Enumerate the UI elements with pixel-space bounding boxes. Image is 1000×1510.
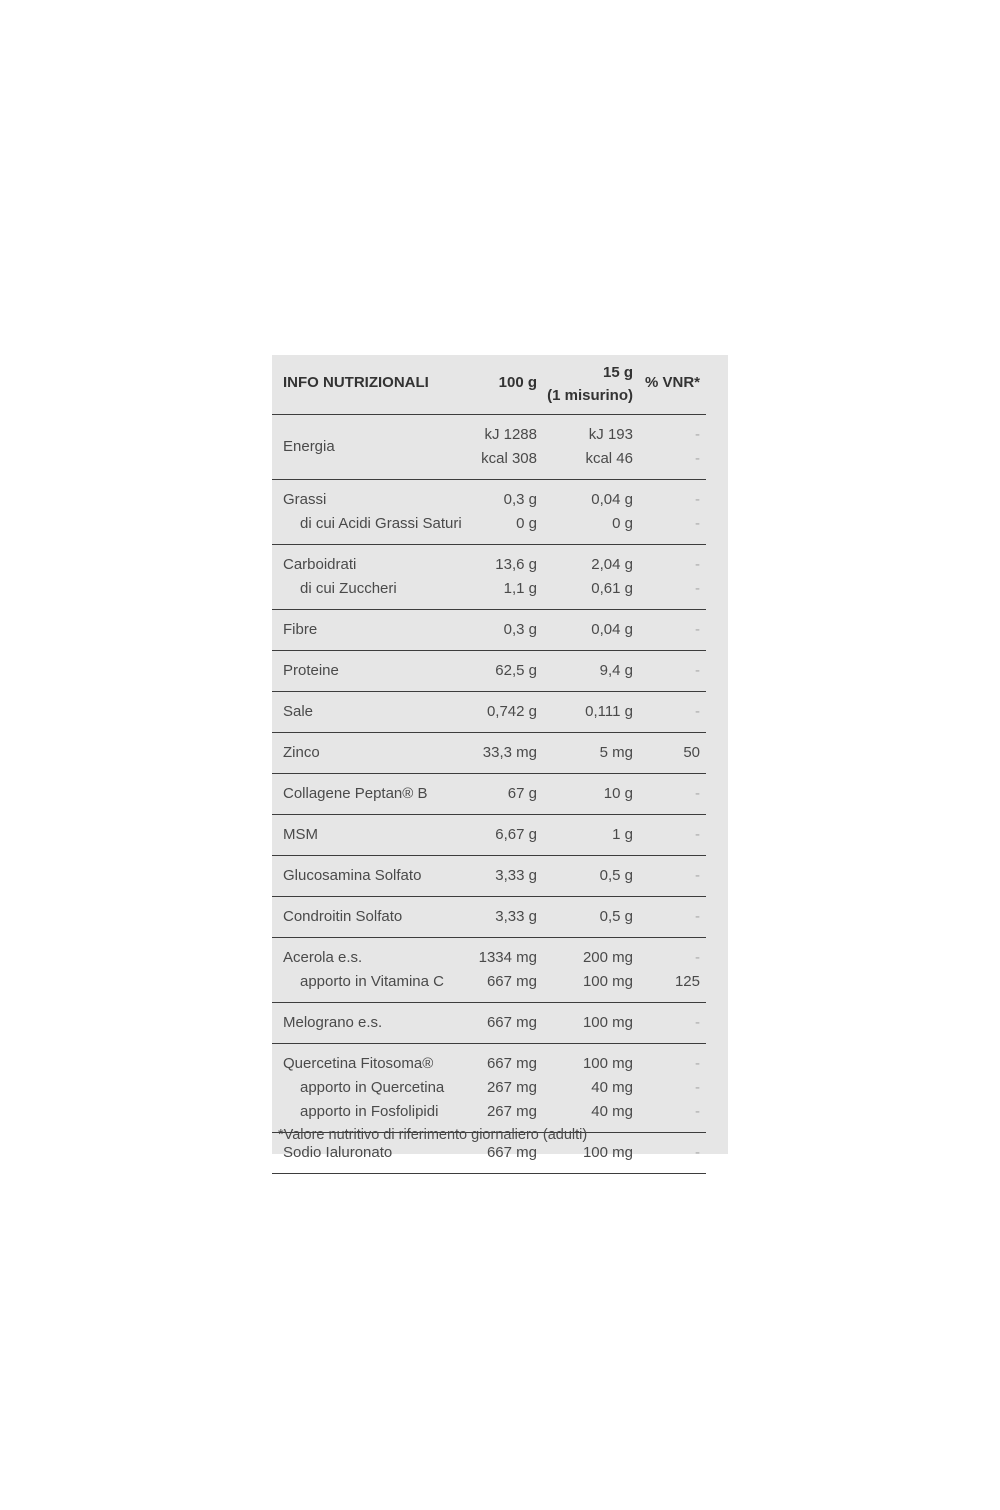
value-15g: 40 mg [591,1103,633,1120]
nutrient-name: Acerola e.s. [283,949,363,966]
value-15g: 1 g [612,826,633,843]
value-100g: 1334 mg [478,949,537,966]
value-vnr: - [695,556,700,573]
value-100g: 0,3 g [503,491,537,508]
value-15g: 100 mg [582,1055,633,1072]
nutrient-group [272,815,706,856]
value-vnr: - [695,491,700,508]
nutrient-name: Grassi [283,491,327,508]
value-vnr: - [695,1014,700,1031]
nutrient-group [272,733,706,774]
nutrient-name: Sodio Ialuronato [283,1144,393,1161]
value-vnr: - [695,703,700,720]
energy-row-kj [272,423,706,447]
value-vnr: - [695,1055,700,1072]
table-subrow [272,577,706,601]
value-100g: 6,67 g [495,826,537,843]
table-row [272,741,706,765]
value-15g: 10 g [603,785,633,802]
table-header [272,355,706,415]
value-vnr: - [695,580,700,597]
nutrient-name: Collagene Peptan® B [283,785,428,802]
value-vnr: - [695,908,700,925]
nutrient-name: Glucosamina Solfato [283,867,422,884]
nutrient-name: MSM [283,826,318,843]
value-100g: 62,5 g [495,662,537,679]
nutrient-group [272,1044,706,1133]
nutrient-name: Quercetina Fitosoma® [283,1055,434,1072]
nutrient-name: apporto in Fosfolipidi [300,1103,439,1120]
table-row [272,1052,706,1076]
value-100g: 267 mg [486,1103,537,1120]
table-row [272,553,706,577]
value-vnr: - [695,826,700,843]
value-15g: 0 g [612,515,633,532]
value-15g: 40 mg [591,1079,633,1096]
value-100g: 0 g [516,515,537,532]
table-row [272,782,706,806]
header-100g: 100 g [498,374,537,391]
value-100g: 3,33 g [495,867,537,884]
value-15g: 100 mg [582,973,633,990]
value-100g: kcal 308 [481,450,537,467]
value-15g: kcal 46 [585,450,633,467]
nutrient-name: di cui Acidi Grassi Saturi [300,515,462,532]
nutrient-group [272,1003,706,1044]
footnote: *Valore nutritivo di riferimento giornaliero (adulti) [278,1127,588,1143]
value-15g: 5 mg [599,744,633,761]
value-100g: 67 g [507,785,537,802]
value-100g: 0,742 g [486,703,537,720]
value-vnr: - [695,621,700,638]
value-vnr: 50 [683,744,700,761]
value-vnr: - [695,949,700,966]
nutrient-name: Fibre [283,621,318,638]
value-vnr: - [695,1079,700,1096]
value-15g: 200 mg [582,949,633,966]
value-vnr: - [695,785,700,802]
table-subrow [272,970,706,994]
value-15g: kJ 193 [588,426,633,443]
header-15g-serving: (1 misurino) [547,387,633,404]
table-row [272,700,706,724]
value-100g: 667 mg [486,1055,537,1072]
table-title: INFO NUTRIZIONALI [283,374,429,391]
nutrient-group [272,651,706,692]
nutrient-group [272,774,706,815]
energy-group [272,415,706,480]
nutrient-name: Proteine [283,662,339,679]
value-100g: 267 mg [486,1079,537,1096]
nutrition-table [272,355,706,1174]
table-row [272,618,706,642]
header-15g [547,361,633,407]
value-vnr: - [695,426,700,443]
table-row [272,946,706,970]
table-row [272,1141,706,1165]
value-100g: 0,3 g [503,621,537,638]
nutrient-name: Condroitin Solfato [283,908,403,925]
nutrient-group [272,856,706,897]
value-100g: 667 mg [486,973,537,990]
value-15g: 0,04 g [591,621,633,638]
energy-label: Energia [283,438,335,455]
table-subrow [272,1100,706,1124]
nutrient-name: Melograno e.s. [283,1014,383,1031]
value-vnr: - [695,1144,700,1161]
value-100g: 3,33 g [495,908,537,925]
value-15g: 0,5 g [599,908,633,925]
value-100g: 667 mg [486,1144,537,1161]
energy-row-kcal [272,447,706,471]
value-15g: 0,61 g [591,580,633,597]
value-vnr: - [695,515,700,532]
value-vnr: - [695,1103,700,1120]
table-row [272,905,706,929]
value-15g: 100 mg [582,1014,633,1031]
nutrient-groups [272,480,706,1174]
nutrient-group [272,610,706,651]
nutrition-panel [272,355,728,1161]
value-vnr: 125 [674,973,700,990]
value-100g: 13,6 g [495,556,537,573]
table-subrow [272,512,706,536]
value-vnr: - [695,450,700,467]
nutrient-name: Zinco [283,744,320,761]
table-row [272,1011,706,1035]
nutrient-group [272,897,706,938]
nutrient-name: Sale [283,703,314,720]
table-row [272,864,706,888]
nutrient-name: apporto in Quercetina [300,1079,445,1096]
value-100g: 33,3 mg [482,744,537,761]
value-15g: 2,04 g [591,556,633,573]
nutrient-name: di cui Zuccheri [300,580,397,597]
value-100g: kJ 1288 [484,426,537,443]
table-row [272,823,706,847]
nutrient-group [272,938,706,1003]
value-vnr: - [695,662,700,679]
table-row [272,659,706,683]
nutrient-group [272,692,706,733]
nutrient-group [272,480,706,545]
header-15g-amount: 15 g [602,364,633,381]
nutrient-group [272,545,706,610]
value-100g: 1,1 g [503,580,537,597]
value-15g: 0,111 g [585,703,633,720]
table-row [272,488,706,512]
value-15g: 0,04 g [591,491,633,508]
value-15g: 9,4 g [599,662,633,679]
nutrient-name: Carboidrati [283,556,357,573]
value-15g: 100 mg [582,1144,633,1161]
value-100g: 667 mg [486,1014,537,1031]
value-vnr: - [695,867,700,884]
table-subrow [272,1076,706,1100]
header-vnr: % VNR* [644,374,700,391]
value-15g: 0,5 g [599,867,633,884]
nutrient-name: apporto in Vitamina C [300,973,444,990]
